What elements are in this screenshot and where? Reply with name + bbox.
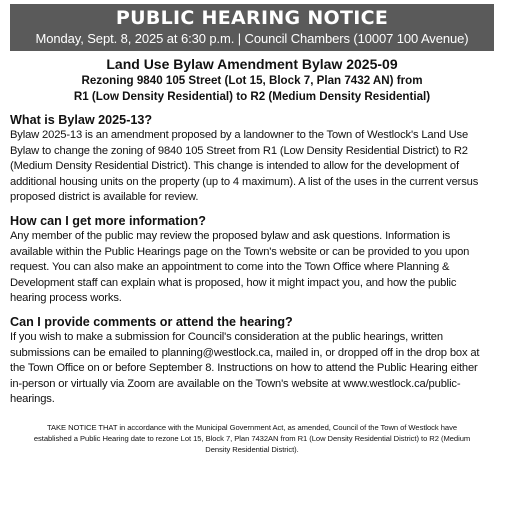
notice-banner [10, 4, 494, 51]
bylaw-heading [10, 56, 494, 105]
section-what-is-bylaw [10, 112, 494, 206]
section-more-information [10, 213, 494, 307]
hearing-date-location: Monday, Sept. 8, 2025 at 6:30 p.m. | Council Chambers (10007 100 Avenue) [35, 31, 469, 46]
section-body: If you wish to make a submission for Council's consideration at the public hearings, written submissions can be emailed to planning@westlock.ca, mailed in, or dropped off in the drop box at the Town Office on or before September 8. Instructions on how to attend the Public Hearing either in-person or virtually via Zoom are available on the Town's website at www.westlock.ca/public-hearings. [10, 330, 480, 406]
public-hearing-notice [10, 4, 494, 455]
section-question: How can I get more information? [10, 213, 206, 228]
notice-title: PUBLIC HEARING NOTICE [115, 7, 389, 29]
section-body: Any member of the public may review the proposed bylaw and ask questions. Information is available within the Public Hearings page on the Town's website or can be provided to you upon request. You can also make an appointment to come into the Town Office where Planning & Development staff can explain what is proposed, how it might impact you, and how the public hearing process works. [10, 229, 470, 305]
section-question: What is Bylaw 2025-13? [10, 113, 153, 127]
bylaw-title: Land Use Bylaw Amendment Bylaw 2025-09 [106, 56, 398, 72]
rezoning-line-2: R1 (Low Density Residential) to R2 (Medium Density Residential) [73, 90, 431, 103]
section-comments-attend [10, 314, 494, 408]
section-body: Bylaw 2025-13 is an amendment proposed by a landowner to the Town of Westlock's Land Use Bylaw to change the zoning of 9840 105 Street from R1 (Low Density Residential District) to R2 (Medium Density Residential District). This change is intended to allow for the development of additional housing units on the property (up to 4 maximum). A list of the uses in the current versus proposed district is available for review. [10, 129, 479, 204]
rezoning-line-1: Rezoning 9840 105 Street (Lot 15, Block 7, Plan 7432 AN) from [81, 74, 423, 87]
take-notice-footer: TAKE NOTICE THAT in accordance with the Municipal Government Act, as amended, Council of the Town of Westlock have established a Public Hearing date to rezone Lot 15, Block 7, Plan 7432AN from R1 (Low Density Residential District) to R2 (Medium Density Residential District). [33, 422, 471, 454]
section-question: Can I provide comments or attend the hearing? [10, 314, 293, 329]
